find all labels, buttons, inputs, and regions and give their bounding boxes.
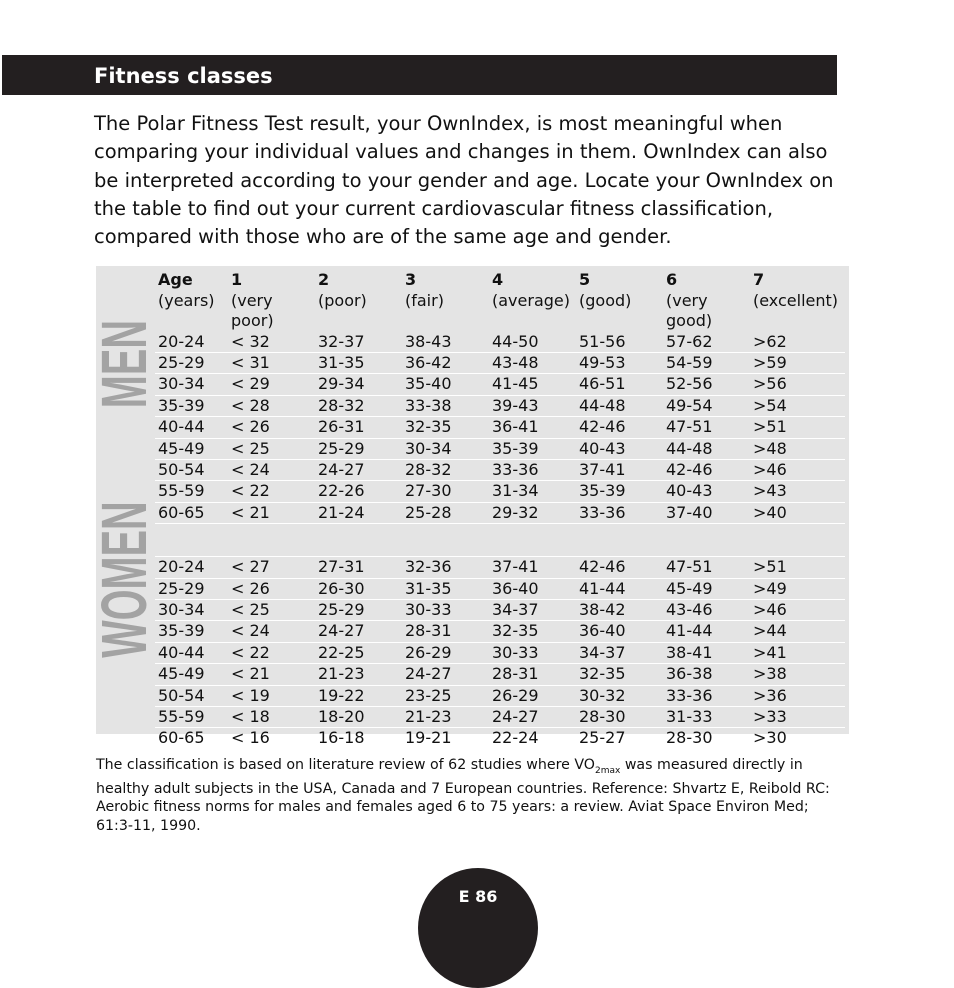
column-header: 4 (average): [492, 270, 570, 310]
age-range-cell: 55-59: [155, 707, 228, 728]
ownindex-range-cell: 43-48: [489, 352, 576, 373]
ownindex-range-cell: < 22: [228, 642, 315, 663]
ownindex-range-cell: 26-29: [489, 685, 576, 706]
ownindex-range-cell: 21-24: [315, 502, 402, 523]
table-row: [155, 707, 845, 728]
ownindex-range-cell: 22-25: [315, 642, 402, 663]
age-range-cell: 30-34: [155, 374, 228, 395]
intro-paragraph: The Polar Fitness Test result, your OwnIndex, is most meaningful when comparing your individual values and changes in them. OwnIndex can also be interpreted according to your gender and age. Locate your OwnIndex on the table to find out your current cardiovascular fitness classification, compared with those who are of the same age and gender.: [94, 112, 834, 249]
ownindex-range-cell: 24-27: [489, 707, 576, 728]
table-row: [155, 502, 845, 523]
men-side-label: MEN: [88, 320, 160, 409]
ownindex-range-cell: 47-51: [663, 417, 750, 438]
ownindex-range-cell: >49: [750, 578, 845, 599]
ownindex-range-cell: 28-32: [402, 459, 489, 480]
ownindex-range-cell: >51: [750, 417, 845, 438]
ownindex-range-cell: 30-33: [402, 599, 489, 620]
table-row: [155, 557, 845, 578]
table-row: [155, 374, 845, 395]
ownindex-range-cell: 34-37: [576, 642, 663, 663]
table-row: [155, 438, 845, 459]
table-row: [155, 332, 845, 353]
ownindex-range-cell: 37-41: [576, 459, 663, 480]
ownindex-range-cell: >54: [750, 395, 845, 416]
ownindex-range-cell: 44-50: [489, 332, 576, 353]
age-range-cell: 20-24: [155, 332, 228, 353]
ownindex-range-cell: 22-24: [489, 728, 576, 749]
fitness-classes-table: [155, 270, 845, 750]
ownindex-range-cell: 27-31: [315, 557, 402, 578]
table-row: [155, 728, 845, 749]
ownindex-range-cell: 35-39: [576, 481, 663, 502]
age-range-cell: 40-44: [155, 417, 228, 438]
ownindex-range-cell: 35-39: [489, 438, 576, 459]
ownindex-range-cell: 42-46: [663, 459, 750, 480]
table-row: [155, 642, 845, 663]
ownindex-range-cell: 44-48: [663, 438, 750, 459]
ownindex-range-cell: 25-29: [315, 599, 402, 620]
table-row: [155, 685, 845, 706]
ownindex-range-cell: 28-30: [576, 707, 663, 728]
ownindex-range-cell: 39-43: [489, 395, 576, 416]
ownindex-range-cell: 40-43: [663, 481, 750, 502]
ownindex-range-cell: 33-36: [489, 459, 576, 480]
age-range-cell: 25-29: [155, 578, 228, 599]
ownindex-range-cell: < 18: [228, 707, 315, 728]
ownindex-range-cell: 29-32: [489, 502, 576, 523]
ownindex-range-cell: 36-38: [663, 664, 750, 685]
ownindex-range-cell: 24-27: [315, 459, 402, 480]
column-header: 3 (fair): [405, 270, 444, 310]
ownindex-range-cell: 25-28: [402, 502, 489, 523]
ownindex-range-cell: 49-54: [663, 395, 750, 416]
column-header: 2 (poor): [318, 270, 367, 310]
ownindex-range-cell: 21-23: [402, 707, 489, 728]
ownindex-range-cell: 19-22: [315, 685, 402, 706]
ownindex-range-cell: 38-42: [576, 599, 663, 620]
ownindex-range-cell: >62: [750, 332, 845, 353]
ownindex-range-cell: 47-51: [663, 557, 750, 578]
table-row: [155, 395, 845, 416]
ownindex-range-cell: 32-36: [402, 557, 489, 578]
ownindex-range-cell: 36-40: [489, 578, 576, 599]
ownindex-range-cell: 28-32: [315, 395, 402, 416]
age-range-cell: 60-65: [155, 728, 228, 749]
ownindex-range-cell: 34-37: [489, 599, 576, 620]
section-spacer: [155, 524, 845, 557]
ownindex-range-cell: < 24: [228, 621, 315, 642]
age-range-cell: 30-34: [155, 599, 228, 620]
table-header-row: [155, 270, 845, 332]
ownindex-range-cell: >59: [750, 352, 845, 373]
ownindex-range-cell: 38-41: [663, 642, 750, 663]
ownindex-range-cell: 41-44: [576, 578, 663, 599]
ownindex-range-cell: >30: [750, 728, 845, 749]
table-row: [155, 599, 845, 620]
ownindex-range-cell: 40-43: [576, 438, 663, 459]
ownindex-range-cell: 44-48: [576, 395, 663, 416]
ownindex-range-cell: >46: [750, 599, 845, 620]
ownindex-range-cell: 30-34: [402, 438, 489, 459]
ownindex-range-cell: 38-43: [402, 332, 489, 353]
column-header: 6 (very good): [666, 270, 713, 330]
ownindex-range-cell: 25-29: [315, 438, 402, 459]
ownindex-range-cell: 31-35: [315, 352, 402, 373]
ownindex-range-cell: 28-31: [402, 621, 489, 642]
table-row: [155, 578, 845, 599]
age-range-cell: 45-49: [155, 438, 228, 459]
ownindex-range-cell: 46-51: [576, 374, 663, 395]
age-range-cell: 60-65: [155, 502, 228, 523]
ownindex-range-cell: 43-46: [663, 599, 750, 620]
ownindex-range-cell: 54-59: [663, 352, 750, 373]
ownindex-range-cell: >46: [750, 459, 845, 480]
ownindex-range-cell: 28-30: [663, 728, 750, 749]
ownindex-range-cell: 24-27: [315, 621, 402, 642]
ownindex-range-cell: 26-31: [315, 417, 402, 438]
ownindex-range-cell: >38: [750, 664, 845, 685]
ownindex-range-cell: 36-40: [576, 621, 663, 642]
table-body: [155, 332, 845, 750]
ownindex-range-cell: >33: [750, 707, 845, 728]
ownindex-range-cell: >36: [750, 685, 845, 706]
column-header: Age (years): [158, 270, 215, 310]
column-header: 1 (very poor): [231, 270, 274, 330]
ownindex-range-cell: 51-56: [576, 332, 663, 353]
ownindex-range-cell: 27-30: [402, 481, 489, 502]
ownindex-range-cell: >43: [750, 481, 845, 502]
ownindex-range-cell: 33-36: [576, 502, 663, 523]
table-row: [155, 481, 845, 502]
ownindex-range-cell: 37-41: [489, 557, 576, 578]
ownindex-range-cell: < 26: [228, 578, 315, 599]
ownindex-range-cell: < 21: [228, 664, 315, 685]
age-range-cell: 35-39: [155, 621, 228, 642]
ownindex-range-cell: < 16: [228, 728, 315, 749]
ownindex-range-cell: 33-36: [663, 685, 750, 706]
footnote: The classification is based on literature review of 62 studies where $VO_{2max}$ was measured directly in healthy adult subjects in the USA, Canada and 7 European countries. Reference: Shvartz E, Reibold RC: Aerobic fitness norms for males and females aged 6 to 75 years: a review. Aviat Space Environ Med; 61:3-11, 1990.: [96, 757, 830, 834]
spacer-cell: [155, 524, 845, 557]
ownindex-range-cell: 29-34: [315, 374, 402, 395]
age-range-cell: 45-49: [155, 664, 228, 685]
ownindex-range-cell: 18-20: [315, 707, 402, 728]
age-range-cell: 55-59: [155, 481, 228, 502]
ownindex-range-cell: < 28: [228, 395, 315, 416]
ownindex-range-cell: >51: [750, 557, 845, 578]
ownindex-range-cell: 21-23: [315, 664, 402, 685]
ownindex-range-cell: 25-27: [576, 728, 663, 749]
ownindex-range-cell: < 22: [228, 481, 315, 502]
ownindex-range-cell: 24-27: [402, 664, 489, 685]
ownindex-range-cell: < 21: [228, 502, 315, 523]
ownindex-range-cell: 32-35: [489, 621, 576, 642]
women-side-label: WOMEN: [88, 501, 160, 658]
ownindex-range-cell: 31-35: [402, 578, 489, 599]
ownindex-range-cell: 31-34: [489, 481, 576, 502]
ownindex-range-cell: 57-62: [663, 332, 750, 353]
table-row: [155, 352, 845, 373]
ownindex-range-cell: 32-37: [315, 332, 402, 353]
ownindex-range-cell: < 25: [228, 438, 315, 459]
age-range-cell: 40-44: [155, 642, 228, 663]
ownindex-range-cell: 41-44: [663, 621, 750, 642]
ownindex-range-cell: 35-40: [402, 374, 489, 395]
ownindex-range-cell: < 32: [228, 332, 315, 353]
age-range-cell: 35-39: [155, 395, 228, 416]
ownindex-range-cell: 30-32: [576, 685, 663, 706]
ownindex-range-cell: < 26: [228, 417, 315, 438]
ownindex-range-cell: >40: [750, 502, 845, 523]
table-row: [155, 664, 845, 685]
ownindex-range-cell: 22-26: [315, 481, 402, 502]
page-number: E 86: [458, 887, 498, 906]
ownindex-range-cell: 49-53: [576, 352, 663, 373]
ownindex-range-cell: < 19: [228, 685, 315, 706]
ownindex-range-cell: 41-45: [489, 374, 576, 395]
ownindex-range-cell: 52-56: [663, 374, 750, 395]
age-range-cell: 25-29: [155, 352, 228, 373]
column-header: 7 (excellent): [753, 270, 839, 310]
ownindex-range-cell: 26-30: [315, 578, 402, 599]
ownindex-range-cell: >56: [750, 374, 845, 395]
ownindex-range-cell: 31-33: [663, 707, 750, 728]
table-row: [155, 459, 845, 480]
age-range-cell: 50-54: [155, 685, 228, 706]
ownindex-range-cell: 36-42: [402, 352, 489, 373]
column-header: 5 (good): [579, 270, 632, 310]
ownindex-range-cell: 23-25: [402, 685, 489, 706]
ownindex-range-cell: 19-21: [402, 728, 489, 749]
ownindex-range-cell: < 27: [228, 557, 315, 578]
ownindex-range-cell: 42-46: [576, 557, 663, 578]
age-range-cell: 50-54: [155, 459, 228, 480]
ownindex-range-cell: 37-40: [663, 502, 750, 523]
ownindex-range-cell: 32-35: [402, 417, 489, 438]
ownindex-range-cell: 26-29: [402, 642, 489, 663]
ownindex-range-cell: 16-18: [315, 728, 402, 749]
ownindex-range-cell: < 29: [228, 374, 315, 395]
ownindex-range-cell: >41: [750, 642, 845, 663]
ownindex-range-cell: < 25: [228, 599, 315, 620]
ownindex-range-cell: < 31: [228, 352, 315, 373]
ownindex-range-cell: 28-31: [489, 664, 576, 685]
ownindex-range-cell: 30-33: [489, 642, 576, 663]
age-range-cell: 20-24: [155, 557, 228, 578]
ownindex-range-cell: 32-35: [576, 664, 663, 685]
page-title: Fitness classes: [94, 64, 273, 88]
ownindex-range-cell: < 24: [228, 459, 315, 480]
ownindex-range-cell: 33-38: [402, 395, 489, 416]
ownindex-range-cell: 36-41: [489, 417, 576, 438]
ownindex-range-cell: 42-46: [576, 417, 663, 438]
ownindex-range-cell: >48: [750, 438, 845, 459]
table-row: [155, 417, 845, 438]
ownindex-range-cell: 45-49: [663, 578, 750, 599]
ownindex-range-cell: >44: [750, 621, 845, 642]
table-row: [155, 621, 845, 642]
